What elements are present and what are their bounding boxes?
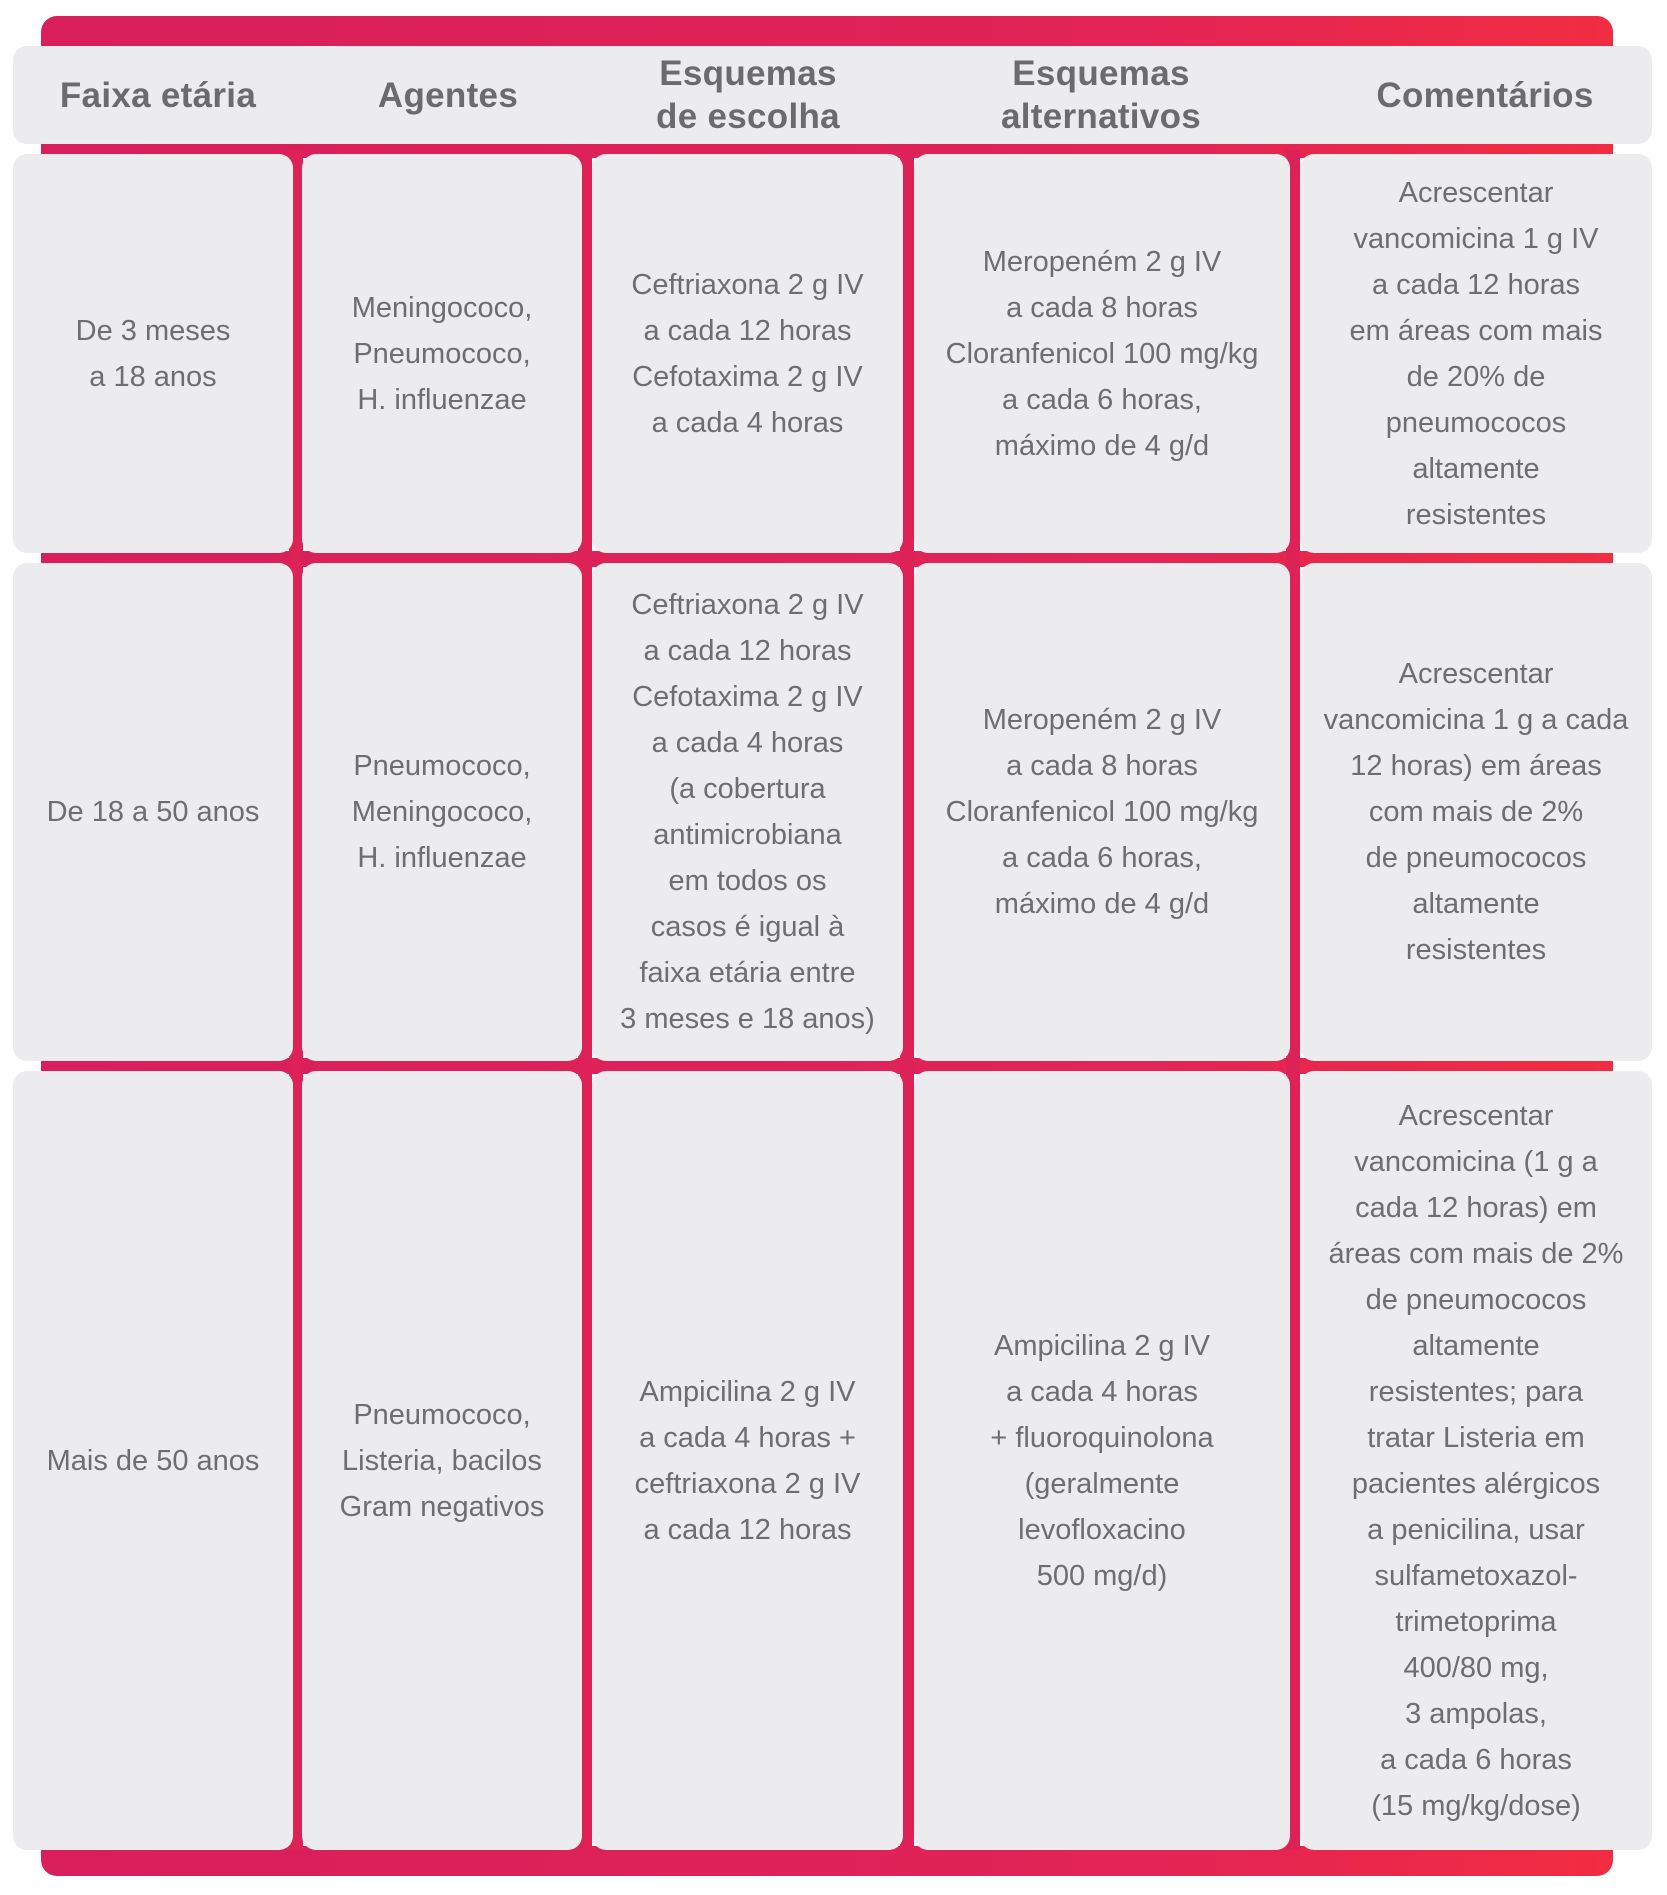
table-cell-comments: Acrescentar vancomicina (1 g a cada 12 horas) em áreas com mais de 2% de pneumococos altamente resistentes; para tratar Listeria em pacientes alérgicos a penicilina, usar sulfametoxazol- trimetoprima 400/80 mg, 3 ampolas, a cada 6 horas (15 mg/kg/dose) xyxy=(1300,1071,1652,1850)
table-cell-agents: Meningococo, Pneumococo, H. influenzae xyxy=(302,154,582,553)
table-cell-choice: Ceftriaxona 2 g IV a cada 12 horas Cefotaxima 2 g IV a cada 4 horas xyxy=(592,154,903,553)
table-top-band xyxy=(41,16,1613,48)
table-cell-alternative: Meropeném 2 g IV a cada 8 horas Cloranfenicol 100 mg/kg a cada 6 horas, máximo de 4 g/d xyxy=(914,154,1290,553)
table-cell-alternative: Meropeném 2 g IV a cada 8 horas Cloranfenicol 100 mg/kg a cada 6 horas, máximo de 4 g/d xyxy=(914,563,1290,1061)
table-cell-alternative: Ampicilina 2 g IV a cada 4 horas + fluoroquinolona (geralmente levofloxacino 500 mg/d) xyxy=(914,1071,1290,1850)
table-cell-age: De 18 a 50 anos xyxy=(13,563,293,1061)
table-cell-choice: Ceftriaxona 2 g IV a cada 12 horas Cefotaxima 2 g IV a cada 4 horas (a cobertura antimicrobiana em todos os casos é igual à faixa etária entre 3 meses e 18 anos) xyxy=(592,563,903,1061)
table-cell-choice: Ampicilina 2 g IV a cada 4 horas + ceftriaxona 2 g IV a cada 12 horas xyxy=(592,1071,903,1850)
table-cell-age: De 3 meses a 18 anos xyxy=(13,154,293,553)
header-alternative-regimens: Esquemas alternativos xyxy=(1000,54,1202,136)
header-age-range: Faixa etária xyxy=(59,75,257,115)
table-cell-comments: Acrescentar vancomicina 1 g a cada 12 horas) em áreas com mais de 2% de pneumococos altamente resistentes xyxy=(1300,563,1652,1061)
header-comments: Comentários xyxy=(1376,75,1594,115)
header-choice-regimens: Esquemas de escolha xyxy=(656,54,840,136)
table-cell-agents: Pneumococo, Listeria, bacilos Gram negativos xyxy=(302,1071,582,1850)
table-bottom-band xyxy=(41,1846,1613,1876)
table-cell-agents: Pneumococo, Meningococo, H. influenzae xyxy=(302,563,582,1061)
table-cell-age: Mais de 50 anos xyxy=(13,1071,293,1850)
table-cell-comments: Acrescentar vancomicina 1 g IV a cada 12 horas em áreas com mais de 20% de pneumococos altamente resistentes xyxy=(1300,154,1652,553)
header-agents: Agentes xyxy=(377,75,519,115)
